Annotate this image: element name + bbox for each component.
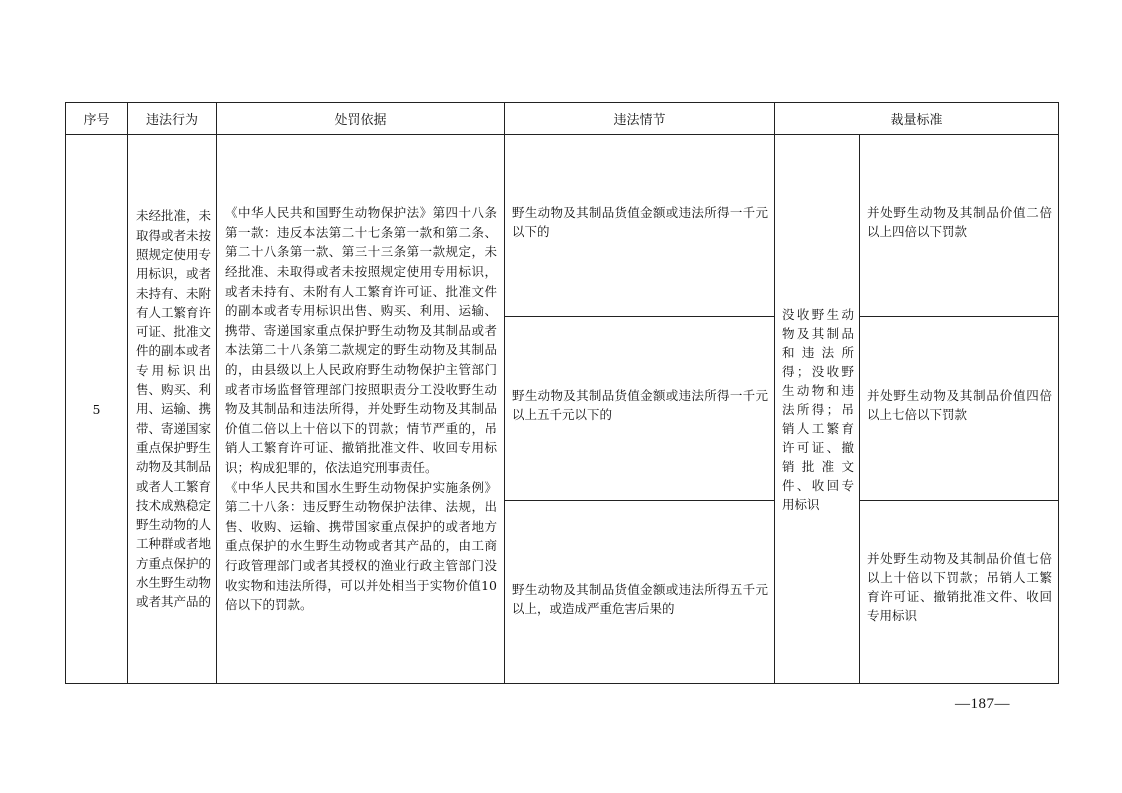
- circumstance-text-1: 野生动物及其制品货值金额或违法所得一千元以下的: [512, 204, 768, 239]
- standard-text-1: 并处野生动物及其制品价值二倍以上四倍以下罚款: [867, 204, 1053, 239]
- header-behavior: 违法行为: [128, 103, 217, 135]
- circumstance-cell-2: [505, 317, 775, 500]
- penalty-standard-table: [65, 102, 1059, 684]
- standard-cell-1: [860, 135, 1059, 317]
- standard-cell-3: [860, 500, 1059, 683]
- confiscation-measure-cell: [775, 135, 860, 684]
- table-row: [66, 135, 1059, 317]
- circumstance-cell-1: [505, 135, 775, 317]
- standard-text-2: 并处野生动物及其制品价值四倍以上七倍以下罚款: [867, 388, 1053, 423]
- standard-text-3: 并处野生动物及其制品价值七倍以上十倍以下罚款；吊销人工繁育许可证、撤销批准文件、收回专用标识: [867, 550, 1053, 623]
- penalty-basis-text-2: 《中华人民共和国水生野生动物保护实施条例》第二十八条：违反野生动物保护法律、法规，出售、收购、运输、携带国家重点保护的或者地方重点保护的水生野生动物或者其产品的，由工商行政管理部门或者其授权的渔业行政主管部门没收实物和违法所得，可以并处相当于实物价值10倍以下的罚款。: [225, 479, 497, 613]
- standard-cell-2: [860, 317, 1059, 500]
- page-number: —187—: [955, 696, 1010, 712]
- header-standard: 裁量标准: [775, 103, 1059, 135]
- header-circumstance: 违法情节: [505, 103, 775, 135]
- circumstance-text-3: 野生动物及其制品货值金额或违法所得五千元以上，或造成严重危害后果的: [512, 581, 768, 616]
- table-header-row: [66, 103, 1059, 135]
- circumstance-text-2: 野生动物及其制品货值金额或违法所得一千元以上五千元以下的: [512, 388, 768, 423]
- circumstance-cell-3: [505, 500, 775, 683]
- penalty-basis-cell: [217, 135, 505, 684]
- row-number: 5: [66, 135, 128, 684]
- violation-behavior-text: 未经批准，未取得或者未按照规定使用专用标识，或者未持有、未附有人工繁育许可证、批准文件的副本或者专用标识出售、购买、利用、运输、携带、寄递国家重点保护野生动物及其制品或者人工繁育技术成熟稳定野生动物的人工种群或者地方重点保护的水生野生动物或者其产品的: [136, 208, 212, 610]
- penalty-basis-text-1: 《中华人民共和国野生动物保护法》第四十八条第一款：违反本法第二十七条第一款和第二条、第二十八条第一款、第三十三条第一款规定，未经批准、未取得或者未按照规定使用专用标识，或者未持有、未附有人工繁育许可证、批准文件的副本或者专用标识出售、购买、利用、运输、携带、寄递国家重点保护野生动物及其制品或者本法第二十八条第二款规定的野生动物及其制品的，由县级以上人民政府野生动物保护主管部门或者市场监督管理部门按照职责分工没收野生动物及其制品和违法所得，并处野生动物及其制品价值二倍以上十倍以下的罚款；情节严重的，吊销人工繁育许可证、撤销批准文件、收回专用标识；构成犯罪的，依法追究刑事责任。: [225, 205, 497, 475]
- violation-behavior-cell: [128, 135, 217, 684]
- confiscation-measure-text: 没收野生动物及其制品和违法所得；没收野生动物和违法所得；吊销人工繁育许可证、撤销批准文件、收回专用标识: [782, 306, 854, 512]
- header-basis: 处罚依据: [217, 103, 505, 135]
- header-no: 序号: [66, 103, 128, 135]
